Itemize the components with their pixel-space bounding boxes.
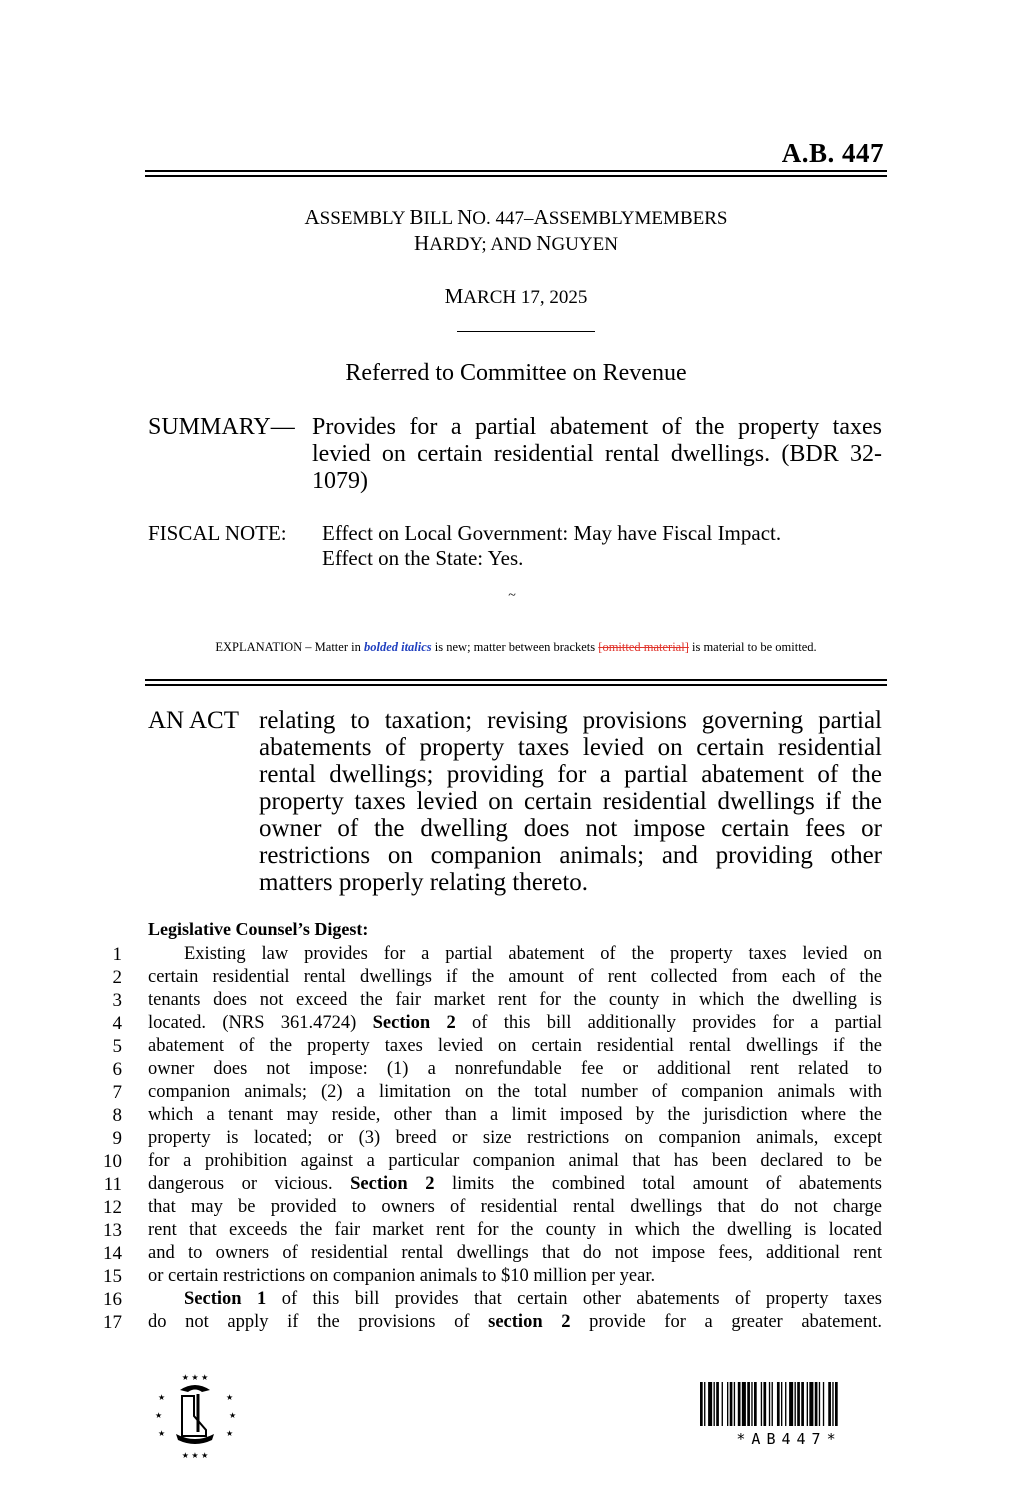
barcode-bar [772,1382,773,1426]
barcode-bar [747,1382,750,1426]
bill-date-text: MARCH 17, 2025 [444,284,588,308]
barcode-bar [797,1382,800,1426]
barcode-bar [708,1382,712,1426]
digest-line-text: Section 1 of this bill provides that certain other abatements of property taxes [184,1289,882,1309]
short-divider [457,331,595,332]
line-number: 2 [112,967,122,988]
barcode-bar [738,1382,741,1426]
barcode-bar [795,1382,796,1426]
barcode-bar [716,1382,719,1426]
bill-title-line-2-text: HARDY; AND NGUYEN [414,231,618,255]
digest-line [96,966,882,989]
digest-line-text: do not apply if the provisions of section 2 provide for a greater abatement. [148,1312,882,1332]
digest-line-text: rent that exceeds the fair market rent for the county in which the dwelling is located [148,1220,882,1240]
barcode-bar [789,1382,793,1426]
state-seal-icon [150,1370,240,1460]
svg-text:★: ★ [158,1429,166,1438]
line-number: 14 [103,1243,122,1264]
barcode-bar [769,1382,770,1426]
barcode-bar [722,1382,723,1426]
line-number: 5 [112,1036,122,1057]
explanation-middle: is new; matter between brackets [431,640,599,654]
middle-double-rule [145,679,887,686]
svg-text:★: ★ [158,1393,166,1402]
barcode-bar [832,1382,833,1426]
barcode-text-value: *AB447* [736,1430,842,1448]
barcode-bar [815,1382,818,1426]
line-number: 10 [103,1151,122,1172]
barcode-bar [742,1382,746,1426]
svg-text:★: ★ [229,1411,237,1420]
digest-line-text: companion animals; (2) a limitation on the total number of companion animals with [148,1082,882,1102]
svg-text:★ ★ ★: ★ ★ ★ [181,1373,209,1382]
digest-line-text: owner does not impose: (1) a nonrefundable fee or additional rent related to [148,1059,882,1079]
act-label: AN ACT [148,707,239,734]
digest-line [96,1127,882,1150]
barcode-bar [751,1382,752,1426]
barcode-bar [835,1382,838,1426]
fiscal-note-label: FISCAL NOTE: [148,521,287,545]
line-number: 1 [112,944,122,965]
barcode-bar [714,1382,715,1426]
line-number: 15 [103,1266,122,1287]
digest-line-text: dangerous or vicious. Section 2 limits the combined total amount of abatements [148,1174,882,1194]
line-number: 3 [112,990,122,1011]
digest-line [96,1311,882,1334]
svg-text:★ ★ ★: ★ ★ ★ [181,1451,209,1460]
digest-line [96,1150,882,1173]
barcode-bar [734,1382,735,1426]
digest-line [96,943,882,966]
top-double-rule [145,170,887,177]
barcode-bar [761,1382,762,1426]
digest-line [96,1265,882,1288]
digest-line [96,989,882,1012]
bill-number: A.B. 447 [781,138,884,168]
digest-line-text: located. (NRS 361.4724) Section 2 of this bill additionally provides for a partial [148,1013,882,1033]
digest-line [96,1242,882,1265]
barcode-bar [785,1382,786,1426]
digest-line-text: which a tenant may reside, other than a limit imposed by the jurisdiction where the [148,1105,882,1125]
barcode-bar [809,1382,813,1426]
digest-body [96,943,882,1334]
digest-line [96,1173,882,1196]
svg-text:★: ★ [226,1429,234,1438]
committee-referral: Referred to Committee on Revenue [345,360,687,386]
digest-line-text: tenants does not exceed the fair market rent for the county in which the dwelling is [148,990,882,1010]
digest-line [96,1058,882,1081]
barcode-bar [754,1382,757,1426]
barcode-bar [763,1382,766,1426]
barcode-bar [823,1382,824,1426]
digest-line-text: that may be provided to owners of residential rental dwellings that do not charge [148,1197,882,1217]
barcode-bar [777,1382,780,1426]
explanation-prefix: EXPLANATION – Matter in [215,640,364,654]
act-block [148,707,882,896]
svg-text:★: ★ [155,1411,163,1420]
svg-text:★: ★ [226,1393,234,1402]
digest-line [96,1012,882,1035]
tilde-separator: ~ [508,588,516,603]
explanation-new-sample: bolded italics [363,640,432,654]
barcode-bar [828,1382,831,1426]
explanation-suffix: is material to be omitted. [688,640,817,654]
line-number: 6 [112,1059,122,1080]
barcode-bar [730,1382,733,1426]
barcode-text [700,1430,878,1448]
bill-title-line-2 [145,231,887,257]
digest-line-text: or certain restrictions on companion animals to $10 million per year. [148,1266,656,1286]
digest-title: Legislative Counsel’s Digest: [148,919,369,939]
bill-title-line-1 [145,205,887,231]
fiscal-note-block [148,521,781,571]
barcode-bar [801,1382,804,1426]
line-number: 11 [103,1174,122,1195]
line-number: 7 [112,1082,122,1103]
fiscal-note-state: Effect on the State: Yes. [322,546,524,570]
digest-line [96,1104,882,1127]
digest-line-text: property is located; or (3) breed or size restrictions on companion animals, except [148,1128,882,1148]
digest-line-text: abatement of the property taxes levied on certain residential rental dwellings if the [148,1036,882,1056]
barcode-bar [727,1382,728,1426]
line-number: 9 [112,1128,122,1149]
line-number: 12 [103,1197,122,1218]
fiscal-note-local: Effect on Local Government: May have Fiscal Impact. [322,521,782,545]
bill-title-line-1-text: ASSEMBLY BILL NO. 447–ASSEMBLYMEMBERS [304,205,728,229]
digest-line [96,1035,882,1058]
barcode-bar [781,1382,782,1426]
summary-text: Provides for a partial abatement of the property taxes levied on certain residential rental dwellings. (BDR 32-1079) [312,414,882,494]
line-number: 13 [103,1220,122,1241]
digest-line [96,1288,882,1311]
barcode-bar [704,1382,705,1426]
explanation-note [145,640,887,655]
line-number: 8 [112,1105,122,1126]
digest-line-text: for a prohibition against a particular companion animal that has been declared to be [148,1151,882,1171]
digest-line [96,1219,882,1242]
line-number: 16 [103,1289,122,1310]
line-number: 17 [103,1312,122,1333]
digest-line-text: certain residential rental dwellings if the amount of rent collected from each of the [148,967,882,987]
digest-line [96,1196,882,1219]
barcode-icon [700,1382,878,1426]
line-number: 4 [112,1013,122,1034]
bill-date [145,284,887,310]
digest-line-text: and to owners of residential rental dwellings that do not impose fees, additional rent [148,1243,882,1263]
explanation-omitted-sample: [omitted material] [598,640,689,654]
barcode-bar [807,1382,808,1426]
digest-line-text: Existing law provides for a partial abatement of the property taxes levied on [184,944,882,964]
barcode-bar [819,1382,820,1426]
act-text: relating to taxation; revising provisions governing partial abatements of property taxes levied on certain residential rental dwellings; providing for a partial abatement of the property taxes levied on certain residential dwellings if the owner of the dwelling does not impose certain fees or restrictions on companion animals; and providing other matters properly relating thereto. [259,707,882,896]
barcode-bar [700,1382,703,1426]
summary-block [148,414,882,495]
digest-line [96,1081,882,1104]
summary-label: SUMMARY— [148,414,295,440]
